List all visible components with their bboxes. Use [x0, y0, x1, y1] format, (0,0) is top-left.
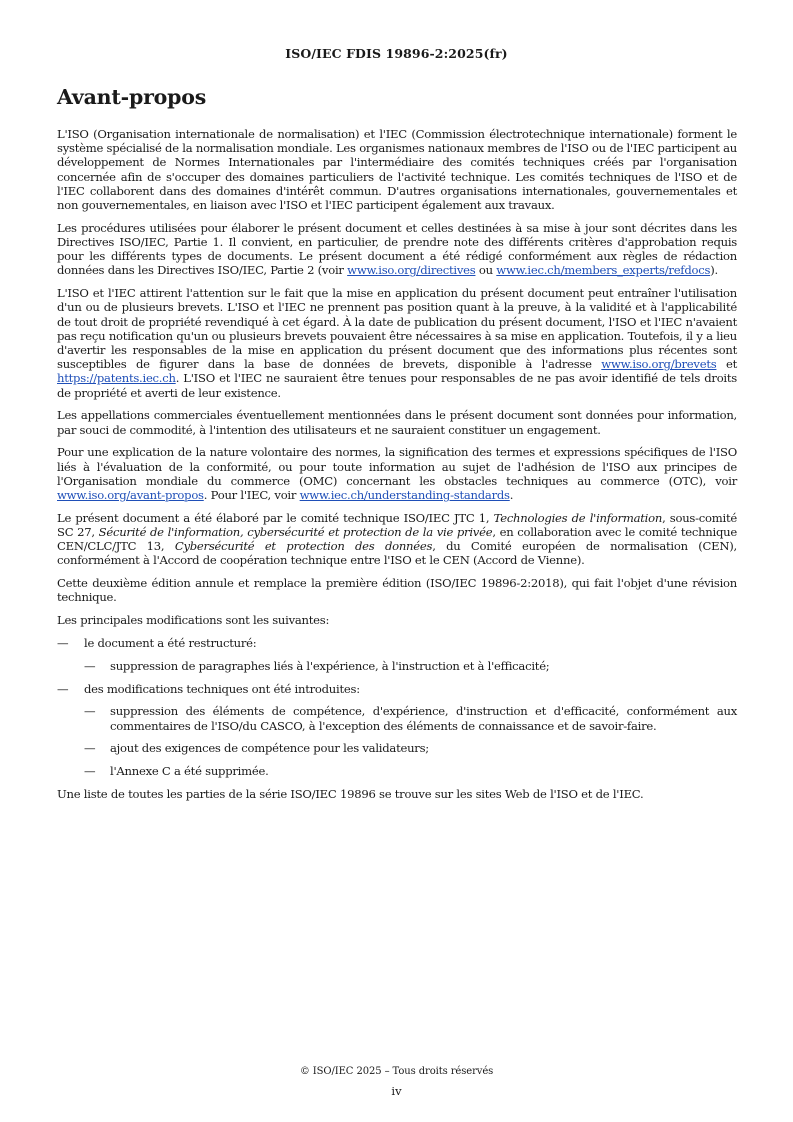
link-iec-refdocs[interactable]: www.iec.ch/members_experts/refdocs [496, 263, 711, 278]
list-item: — des modifications techniques ont été introduites: — suppression des éléments de compétence, d'expérience, d'instruction et d'efficacité, conformément aux commentaires de l'ISO/du CASCO, à l'exception des éléments de connaissance et de savoir-faire. — ajout des exigences de compétence pour les validateurs; — l'Annexe C a été supprimée. [57, 681, 737, 779]
dash-bullet: — [84, 741, 96, 756]
sub-list [84, 659, 737, 673]
copyright-footer: © ISO/IEC 2025 – Tous droits réservés [299, 1066, 494, 1077]
sub-list-item: — ajout des exigences de compétence pour les validateurs; [84, 741, 429, 756]
paragraph-series-parts: Une liste de toutes les parties de la série ISO/IEC 19896 se trouve sur les sites Web de l'ISO et de l'IEC. [57, 787, 644, 802]
page-number: iv [391, 1084, 402, 1098]
paragraph-procedures: Les procédures utilisées pour élaborer le présent document et celles destinées à sa mise à jour sont décrites dans les Directives ISO/IEC, Partie 1. Il convient, en particulier, de prendre note des différents critères d'approbation requis pour les différents types de documents. Le présent document a été rédigé conformément aux règles de rédaction données dans les Directives ISO/IEC, Partie 2 (voir www.iso.org/directives ou www.iec.ch/members_experts/refdocs). [57, 220, 737, 278]
dash-bullet: — [57, 681, 69, 696]
dash-bullet: — [84, 658, 96, 673]
sub-list-item: — l'Annexe C a été supprimée. [84, 764, 269, 779]
link-iso-brevets[interactable]: www.iso.org/brevets [601, 357, 717, 372]
page-title: Avant-propos [57, 85, 207, 109]
link-iec-patents[interactable]: https://patents.iec.ch [57, 371, 176, 386]
paragraph-iso-iec-intro: L'ISO (Organisation internationale de normalisation) et l'IEC (Commission électrotechnique internationale) forment le système spécialisé de la normalisation mondiale. Les organismes nationaux membres de l'ISO ou de l'IEC participent au développement de Normes Internationales par l'intermédiaire des comités techniques créés par l'organisation concernée afin de s'occuper des domaines particuliers de l'activité technique. Les comités techniques de l'ISO et de l'IEC collaborent dans des domaines d'intérêt commun. D'autres organisations internationales, gouvernementales et non gouvernementales, en liaison avec l'ISO et l'IEC participent également aux travaux. [57, 127, 737, 213]
paragraph-patents: L'ISO et l'IEC attirent l'attention sur le fait que la mise en application du présent document peut entraîner l'utilisation d'un ou de plusieurs brevets. L'ISO et l'IEC ne prennent pas position quant à la preuve, à la validité et à l'applicabilité de tout droit de propriété revendiqué à cet égard. À la date de publication du présent document, l'ISO et l'IEC n'avaient pas reçu notification qu'un ou plusieurs brevets pouvaient être nécessaires à sa mise en application. Toutefois, il y a lieu d'avertir les responsables de la mise en application du présent document que des informations plus récentes sont susceptibles de figurer dans la base de données de brevets, disponible à l'adresse www.iso.org/brevets et https://patents.iec.ch. L'ISO et l'IEC ne sauraient être tenues pour responsables de ne pas avoir identifié de tels droits de propriété et averti de leur existence. [57, 286, 737, 400]
sub-list-item: — suppression des éléments de compétence, d'expérience, d'instruction et d'efficacité, conformément aux commentaires de l'ISO/du CASCO, à l'exception des éléments de connaissance et de savoir-faire. [84, 704, 737, 733]
paragraph-voluntary-nature: Pour une explication de la nature volontaire des normes, la signification des termes et expressions spécifiques de l'ISO liés à l'évaluation de la conformité, ou pour toute information au sujet de l'adhésion de l'ISO aux principes de l'Organisation mondiale du commerce (OMC) concernant les obstacles techniques au commerce (OTC), voir www.iso.org/avant-propos. Pour l'IEC, voir www.iec.ch/understanding-standards. [57, 445, 737, 503]
sub-list [84, 704, 737, 778]
paragraph-committee: Le présent document a été élaboré par le comité technique ISO/IEC JTC 1, Technologies de l'information, sous-comité SC 27, Sécurité de l'information, cybersécurité et protection de la vie privée, en collaboration avec le comité technique CEN/CLC/JTC 13, Cybersécurité et protection des données, du Comité européen de normalisation (CEN), conformément à l'Accord de coopération technique entre l'ISO et le CEN (Accord de Vienne). [57, 510, 737, 568]
paragraph-trade-names: Les appellations commerciales éventuellement mentionnées dans le présent document sont données pour information, par souci de commodité, à l'intention des utilisateurs et ne sauraient constituer un engagement. [57, 408, 737, 437]
dash-bullet: — [57, 636, 69, 651]
link-iso-avant-propos[interactable]: www.iso.org/avant-propos [57, 488, 204, 503]
dash-bullet: — [84, 764, 96, 779]
foreword-body [57, 127, 737, 810]
dash-bullet: — [84, 704, 96, 719]
link-iec-understanding-standards[interactable]: www.iec.ch/understanding-standards [299, 488, 510, 503]
paragraph-changes-intro: Les principales modifications sont les suivantes: [57, 613, 330, 628]
link-iso-directives[interactable]: www.iso.org/directives [347, 263, 476, 278]
document-header: ISO/IEC FDIS 19896-2:2025(fr) [285, 46, 508, 61]
paragraph-edition: Cette deuxième édition annule et remplace la première édition (ISO/IEC 19896-2:2018), qui fait l'objet d'une révision technique. [57, 576, 737, 605]
changes-list [57, 636, 737, 778]
sub-list-item: — suppression de paragraphes liés à l'expérience, à l'instruction et à l'efficacité; [84, 658, 550, 673]
list-item: — le document a été restructuré: — suppression de paragraphes liés à l'expérience, à l'instruction et à l'efficacité; [57, 636, 737, 673]
